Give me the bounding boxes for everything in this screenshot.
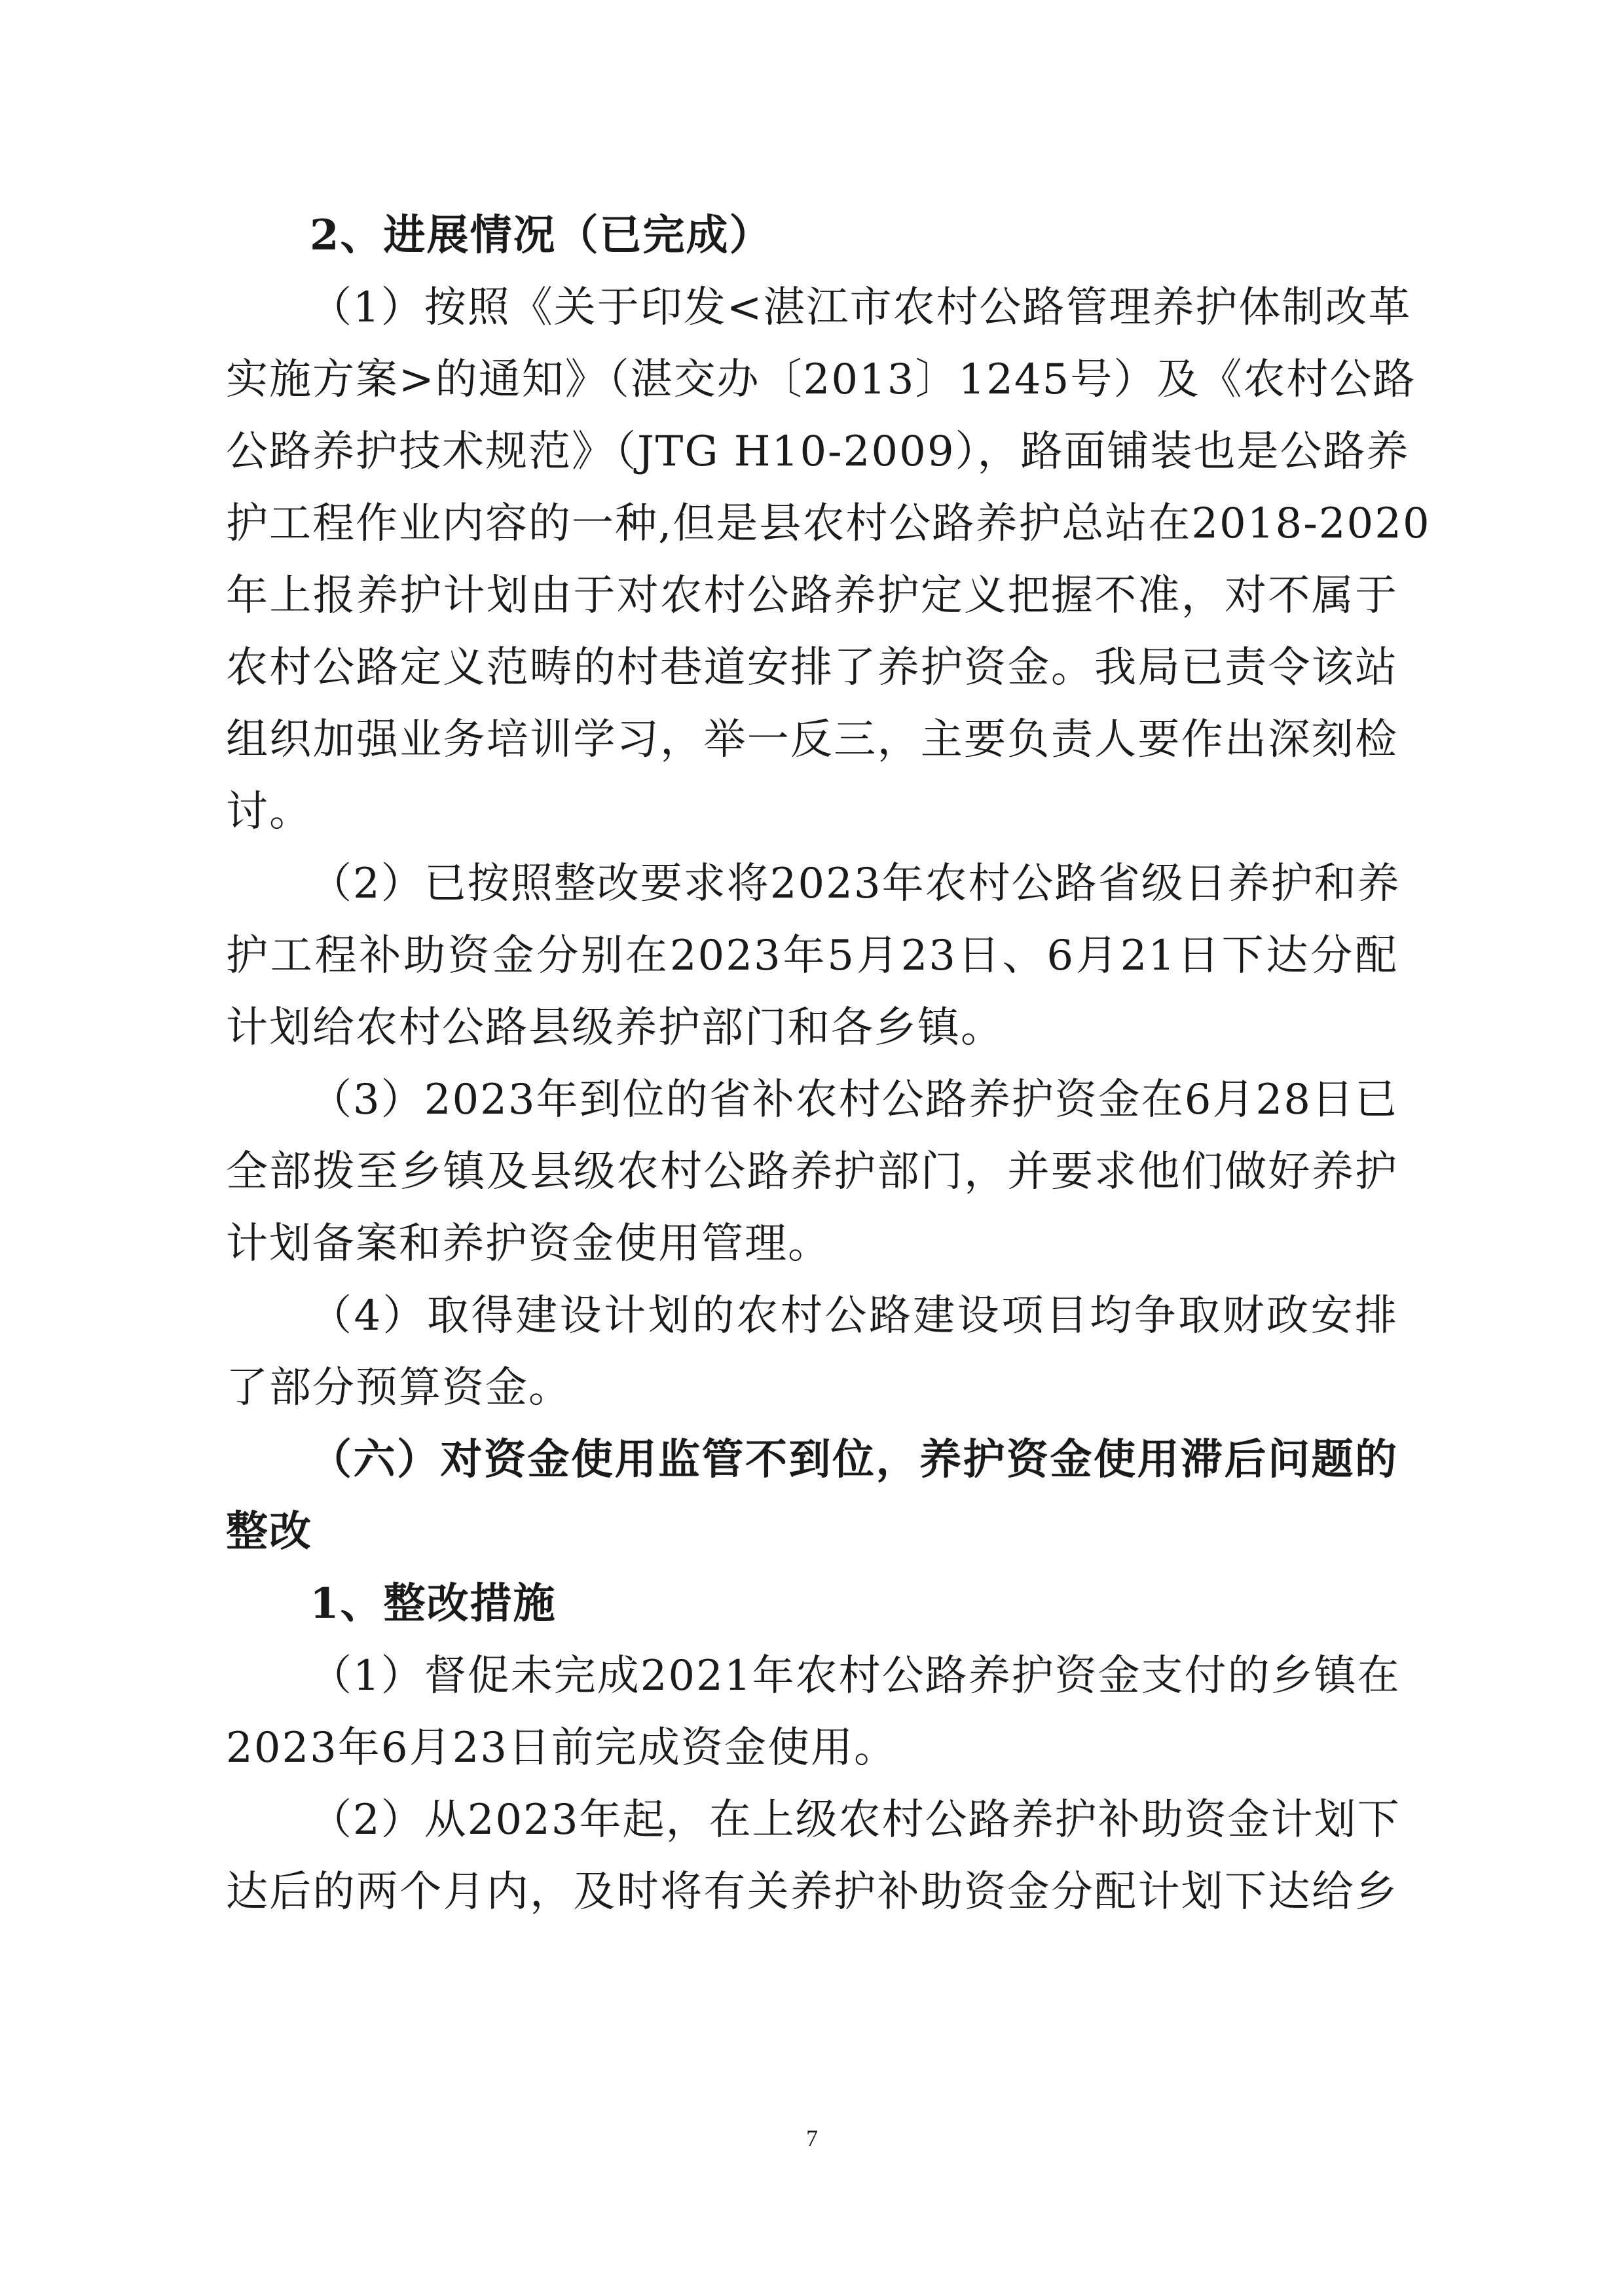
- paragraph-line: 2023年6月23日前完成资金使用。: [226, 1724, 898, 1772]
- section-heading: 整改: [226, 1507, 312, 1556]
- paragraph-line: 实施方案>的通知》（湛交办〔2013〕1245号）及《农村公路: [226, 355, 1416, 404]
- paragraph-line: 计划备案和养护资金使用管理。: [226, 1220, 831, 1268]
- paragraph-line: （1）按照《关于印发<湛江市农村公路管理养护体制改革: [310, 283, 1412, 332]
- paragraph-line: 达后的两个月内，及时将有关养护补助资金分配计划下达给乡: [226, 1868, 1398, 1916]
- page-number: 7: [806, 2125, 818, 2151]
- paragraph-line: （2）从2023年起，在上级农村公路养护补助资金计划下: [310, 1796, 1401, 1844]
- paragraph-line: 全部拨至乡镇及县级农村公路养护部门，并要求他们做好养护: [226, 1148, 1398, 1196]
- paragraph-line: 护工程补助资金分别在2023年5月23日、6月21日下达分配: [226, 932, 1398, 980]
- paragraph-line: （4）取得建设计划的农村公路建设项目均争取财政安排: [310, 1292, 1398, 1340]
- paragraph-line: 公路养护技术规范》（JTG H10-2009），路面铺装也是公路养: [226, 428, 1410, 476]
- paragraph-line: 计划给农村公路县级养护部门和各乡镇。: [226, 1004, 1004, 1052]
- paragraph-line: 组织加强业务培训学习，举一反三，主要负责人要作出深刻检: [226, 716, 1398, 764]
- paragraph-line: （3）2023年到位的省补农村公路养护资金在6月28日已: [310, 1076, 1398, 1124]
- paragraph-line: （2）已按照整改要求将2023年农村公路省级日养护和养: [310, 860, 1401, 908]
- paragraph-line: 年上报养护计划由于对农村公路养护定义把握不准，对不属于: [226, 572, 1398, 620]
- paragraph-line: 农村公路定义范畴的村巷道安排了养护资金。我局已责令该站: [226, 644, 1398, 692]
- subsection-heading: 1、整改措施: [310, 1579, 557, 1628]
- section-heading: （六）对资金使用监管不到位，养护资金使用滞后问题的: [310, 1435, 1398, 1484]
- paragraph-line: 护工程作业内容的一种,但是县农村公路养护总站在2018-2020: [226, 500, 1431, 548]
- paragraph-line: （1）督促未完成2021年农村公路养护资金支付的乡镇在: [310, 1652, 1401, 1700]
- paragraph-line: 讨。: [226, 788, 312, 836]
- paragraph-line: 了部分预算资金。: [226, 1364, 572, 1412]
- section-heading: 2、进展情况（已完成）: [310, 211, 773, 260]
